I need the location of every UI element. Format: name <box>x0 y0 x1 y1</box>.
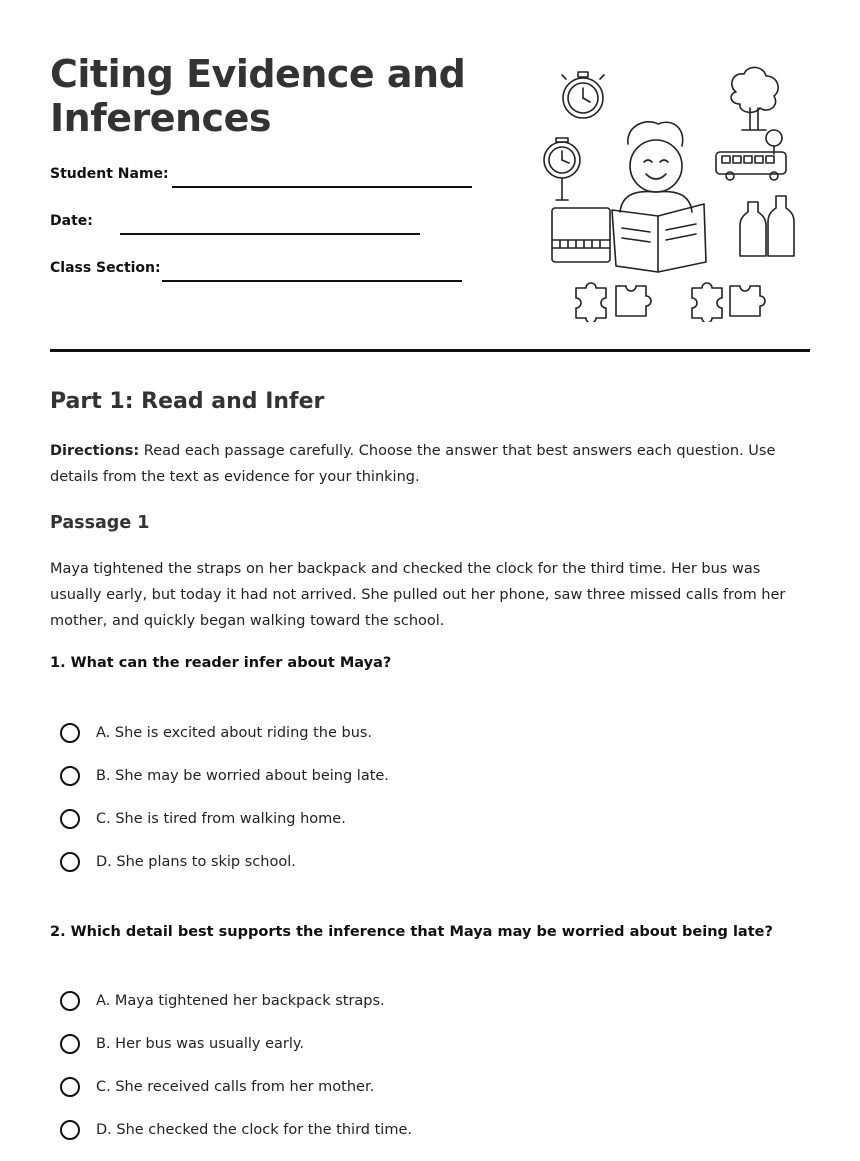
section-divider <box>50 349 810 352</box>
question-1-option-a[interactable] <box>60 720 372 746</box>
class-section-label: Class Section: <box>50 260 161 276</box>
directions-text: Read each passage carefully. Choose the answer that best answers each question. Use details from the text as evidence for your thinking. <box>50 443 776 485</box>
question-2: 2. Which detail best supports the inference that Maya may be worried about being late? <box>50 924 773 940</box>
option-label: B. She may be worried about being late. <box>96 768 389 784</box>
question-1-option-b[interactable] <box>60 763 389 789</box>
date-line[interactable] <box>120 233 420 235</box>
class-section-field[interactable] <box>50 260 470 290</box>
student-reading-icon <box>612 122 706 272</box>
passage-1-text: Maya tightened the straps on her backpack and checked the clock for the third time. Her bus was usually early, but today it had not arrived. She pulled out her phone, saw three missed calls from her mother, and quickly began walking toward the school. <box>50 561 786 629</box>
radio-button[interactable] <box>60 852 80 872</box>
bus-icon <box>716 152 786 180</box>
directions-paragraph <box>50 438 810 490</box>
date-field[interactable] <box>50 213 430 243</box>
question-2-option-c[interactable] <box>60 1074 374 1100</box>
part-1-heading: Part 1: Read and Infer <box>50 389 325 414</box>
radio-button[interactable] <box>60 723 80 743</box>
student-name-field[interactable] <box>50 166 480 196</box>
radio-button[interactable] <box>60 991 80 1011</box>
worksheet-title <box>50 52 465 140</box>
title-line-1: Citing Evidence and <box>50 52 466 96</box>
radio-button[interactable] <box>60 1077 80 1097</box>
question-1-option-c[interactable] <box>60 806 346 832</box>
title-line-2: Inferences <box>50 96 271 140</box>
option-label: A. She is excited about riding the bus. <box>96 725 373 741</box>
option-label: B. Her bus was usually early. <box>96 1036 305 1052</box>
passage-1-heading: Passage 1 <box>50 513 150 533</box>
radio-button[interactable] <box>60 1120 80 1140</box>
directions-label: Directions: <box>50 443 140 459</box>
puzzle-piece-icon <box>576 283 765 322</box>
question-2-option-b[interactable] <box>60 1031 304 1057</box>
clock-icon <box>544 138 580 200</box>
radio-button[interactable] <box>60 809 80 829</box>
radio-button[interactable] <box>60 1034 80 1054</box>
option-label: D. She plans to skip school. <box>96 854 296 870</box>
option-label: C. She received calls from her mother. <box>96 1079 375 1095</box>
date-label: Date: <box>50 213 93 229</box>
stopwatch-icon <box>562 72 604 118</box>
header-illustration <box>540 62 800 322</box>
question-1: 1. What can the reader infer about Maya? <box>50 655 392 671</box>
student-name-line[interactable] <box>172 186 472 188</box>
tree-icon <box>731 67 782 154</box>
option-label: C. She is tired from walking home. <box>96 811 346 827</box>
question-1-option-d[interactable] <box>60 849 296 875</box>
piano-icon <box>552 208 610 262</box>
question-2-option-a[interactable] <box>60 988 385 1014</box>
bottle-icon <box>740 196 794 256</box>
option-label: D. She checked the clock for the third time. <box>96 1122 412 1138</box>
option-label: A. Maya tightened her backpack straps. <box>96 993 385 1009</box>
radio-button[interactable] <box>60 766 80 786</box>
student-name-label: Student Name: <box>50 166 169 182</box>
class-section-line[interactable] <box>162 280 462 282</box>
question-2-option-d[interactable] <box>60 1117 412 1143</box>
